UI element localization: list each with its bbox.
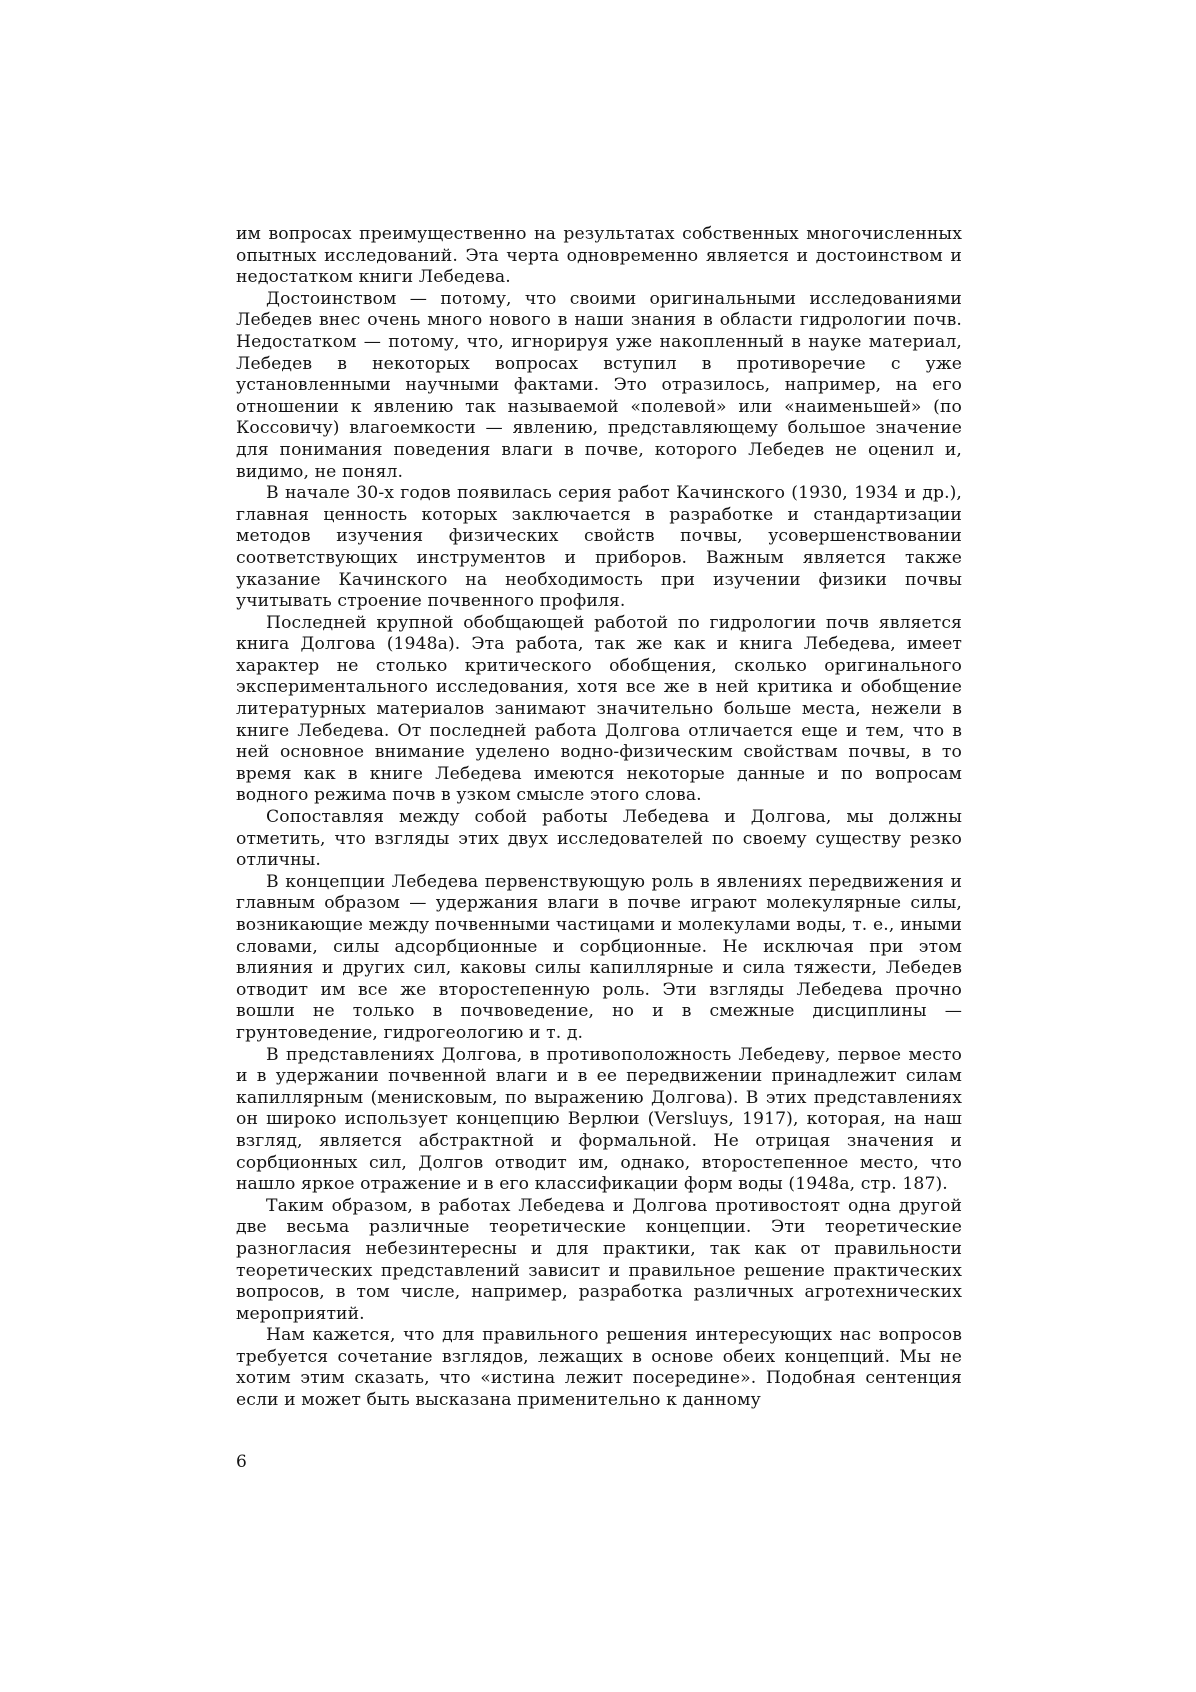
paragraph-4: Последней крупной обобщающей работой по гидрологии почв является книга Долгова (1948а). Эта работа, так же как и книга Лебедева, имеет характер не столько критического обобщения, сколько оригинального экспериментального исследования, хотя все же в ней критика и обобщение литературных материалов занимают значительно больше места, нежели в книге Лебедева. От последней работа Долгова отличается еще и тем, что в ней основное внимание уделено водно-физическим свойствам почвы, в то время как в книге Лебедева имеются некоторые данные и по вопросам водного режима почв в узком смысле этого слова. — [236, 612, 962, 806]
paragraph-2: Достоинством — потому, что своими оригинальными исследованиями Лебедев внес очень много нового в наши знания в области гидрологии почв. Недостатком — потому, что, игнорируя уже накопленный в науке материал, Лебедев в некоторых вопросах вступил в противоречие с уже установленными научными фактами. Это отразилось, например, на его отношении к явлению так называемой «полевой» или «наименьшей» (по Коссовичу) влагоемкости — явлению, представляющему большое значение для понимания поведения влаги в почве, которого Лебедев не оценил и, видимо, не понял. — [236, 288, 962, 482]
paragraph-7: В представлениях Долгова, в противоположность Лебедеву, первое место и в удержании почвенной влаги и в ее передвижении принадлежит силам капиллярным (менисковым, по выражению Долгова). В этих представлениях он широко использует концепцию Верлюи (Versluys, 1917), которая, на наш взгляд, является абстрактной и формальной. Не отрицая значения и сорбционных сил, Долгов отводит им, однако, второстепенное место, что нашло яркое отражение и в его классификации форм воды (1948а, стр. 187). — [236, 1044, 962, 1195]
paragraph-3: В начале 30-х годов появилась серия работ Качинского (1930, 1934 и др.), главная ценность которых заключается в разработке и стандартизации методов изучения физических свойств почвы, усовершенствовании соответствующих инструментов и приборов. Важным является также указание Качинского на необходимость при изучении физики почвы учитывать строение почвенного профиля. — [236, 483, 962, 612]
page-number: 6 — [236, 1452, 247, 1472]
paragraph-6: В концепции Лебедева первенствующую роль в явлениях передвижения и главным образом — удержания влаги в почве играют молекулярные силы, возникающие между почвенными частицами и молекулами воды, т. е., иными словами, силы адсорбционные и сорбционные. Не исключая при этом влияния и других сил, каковы силы капиллярные и сила тяжести, Лебедев отводит им все же второстепенную роль. Эти взгляды Лебедева прочно вошли не только в почвоведение, но и в смежные дисциплины — грунтоведение, гидрогеологию и т. д. — [236, 871, 962, 1043]
paragraph-5: Сопоставляя между собой работы Лебедева и Долгова, мы должны отметить, что взгляды этих двух исследователей по своему существу резко отличны. — [236, 807, 962, 871]
paragraph-8: Таким образом, в работах Лебедева и Долгова противостоят одна другой две весьма различные теоретические концепции. Эти теоретические разногласия небезинтересны и для практики, так как от правильности теоретических представлений зависит и правильное решение практических вопросов, в том числе, например, разработка различных агротехнических мероприятий. — [236, 1195, 962, 1324]
page-text — [236, 224, 962, 1412]
paragraph-1: им вопросах преимущественно на результатах собственных многочисленных опытных исследований. Эта черта одновременно является и достоинством и недостатком книги Лебедева. — [236, 224, 962, 288]
paragraph-9: Нам кажется, что для правильного решения интересующих нас вопросов требуется сочетание взглядов, лежащих в основе обеих концепций. Мы не хотим этим сказать, что «истина лежит посередине». Подобная сентенция если и может быть высказана применительно к данному — [236, 1325, 962, 1411]
